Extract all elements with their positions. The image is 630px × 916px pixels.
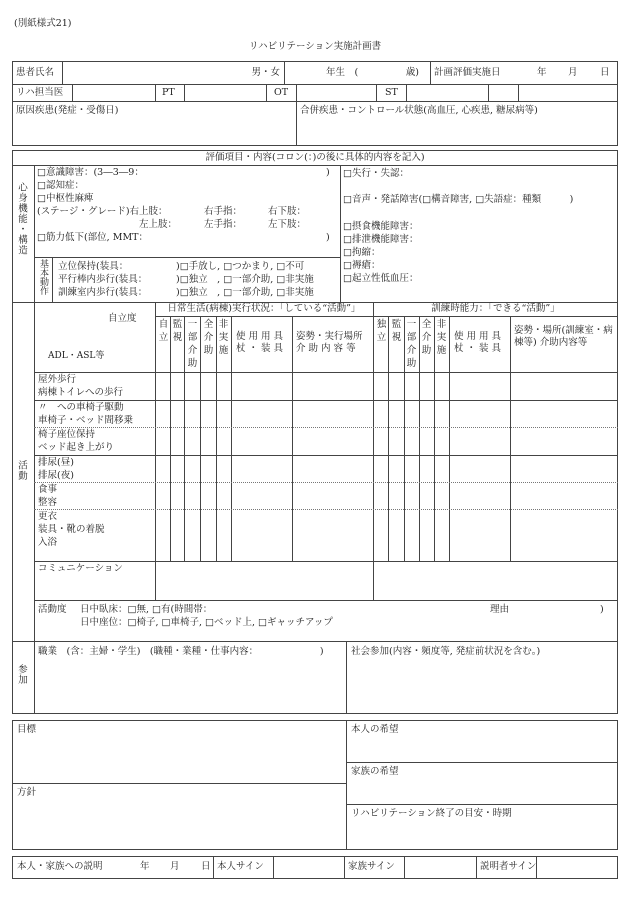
contracture-item[interactable]: □拘縮：	[343, 247, 381, 258]
col-t-independent: 独立	[376, 319, 387, 343]
col-tools: 使 用 用 具 杖 ・ 装 具	[236, 331, 284, 354]
sex-field[interactable]: 男・女	[251, 67, 280, 78]
participation-label: 参加	[16, 664, 27, 685]
explainer-sign-label: 説明者サイン	[480, 861, 537, 872]
doctor-label: リハ担当医	[16, 87, 64, 98]
left-finger: 左手指：	[204, 219, 243, 230]
year-label: 年	[537, 67, 547, 78]
pt-label: PT	[162, 87, 175, 98]
col-t-posture: 姿勢・場所(訓練室・病棟等) 介助内容等	[514, 325, 613, 348]
st-label: ST	[385, 87, 398, 98]
apraxia-item[interactable]: □失行・失認：	[343, 168, 409, 179]
goals-table	[12, 720, 618, 850]
month-label: 月	[568, 67, 578, 78]
col-t-full-assist: 全介助	[421, 319, 432, 356]
daily-header: 日常生活(病棟)実行状況：「している“活動”」	[167, 303, 361, 314]
communication-label: コミュニケーション	[38, 563, 123, 574]
evaluation-header: 評価項目・内容(コロン(：)の後に具体的内容を記入)	[205, 152, 425, 163]
col-t-not-done: 非実施	[436, 319, 447, 356]
hypotension-item[interactable]: □起立性低血圧：	[343, 273, 419, 284]
basic-motion-label: 基本動作	[38, 259, 48, 295]
adl-row-label: 屋外歩行	[38, 374, 77, 385]
col-t-partial-assist: 一部介助	[406, 319, 417, 369]
form-number: (別紙様式21)	[14, 18, 72, 29]
adl-row-label: 排尿(昼)	[38, 457, 74, 468]
col-full-assist: 全介助	[203, 319, 214, 356]
occupation-label: 職業 (含：主婦・学生) (職種・業種・仕事内容： )	[38, 646, 324, 657]
col-t-tools: 使 用 用 具 杖 ・ 装 具	[454, 331, 502, 354]
page-title: リハビリテーション実施計画書	[248, 41, 382, 52]
consciousness-item[interactable]: □意識障害：(3―3―9：	[37, 167, 144, 178]
day-label: 日	[201, 861, 211, 872]
col-independent: 自立	[158, 319, 169, 343]
patient-sign-label: 本人サイン	[217, 861, 264, 872]
bed-rest-options[interactable]: 日中臥床：□無, □有(時間帯：	[80, 604, 213, 615]
paren: )	[326, 167, 330, 178]
standing-options[interactable]: )□手放し, □つかまり, □不可	[176, 261, 305, 272]
sitting-options[interactable]: 日中座位：□椅子, □車椅子, □ベッド上, □ギャッチアップ	[80, 617, 333, 628]
right-lower-limb: 右下肢：	[268, 206, 307, 217]
parallel-bar-options[interactable]: )□独立 , □一部介助, □非実施	[176, 274, 314, 285]
adl-row-label: 食事	[38, 484, 58, 495]
activity-label: 活動	[16, 460, 27, 481]
birth-field[interactable]: 年生 ( 歳)	[326, 67, 419, 78]
dementia-item[interactable]: □認知症：	[37, 180, 84, 191]
family-sign-label: 家族サイン	[348, 861, 395, 872]
month-label: 月	[170, 861, 180, 872]
col-t-supervision: 監視	[391, 319, 402, 343]
room-walk-item: 訓練室内歩行(装具：	[58, 287, 148, 298]
body-function-label: 心身機能・構造	[16, 182, 27, 256]
muscle-weakness-item[interactable]: □筋力低下(部位, MMT：	[37, 232, 149, 243]
adl-row-label: ベッド起き上がり	[38, 442, 115, 453]
room-walk-options[interactable]: )□独立 , □一部介助, □非実施	[176, 287, 314, 298]
adl-row-label: 車椅子・ベッド間移乗	[38, 415, 134, 426]
left-upper-limb: 左上肢：	[139, 219, 178, 230]
adl-row-label: 病棟トイレへの歩行	[38, 387, 124, 398]
cause-label: 原因疾患(発症・受傷日)	[16, 105, 119, 116]
complication-label: 合併疾患・コントロール状態(高血圧, 心疾患, 糖尿病等)	[300, 105, 538, 116]
end-target-label: リハビリテーション終了の目安・時期	[351, 808, 512, 819]
patient-sign-field[interactable]	[274, 857, 343, 878]
training-header: 訓練時能力：「できる“活動”」	[431, 303, 560, 314]
swallow-item[interactable]: □摂食機能障害：	[343, 221, 419, 232]
right-finger: 右手指：	[204, 206, 243, 217]
speech-item[interactable]: □音声・発話障害(□構音障害, □失語症：種類 )	[343, 194, 574, 205]
standing-item: 立位保持(装具：	[58, 261, 129, 272]
col-posture: 姿勢・実行場所 介 助 内 容 等	[296, 331, 363, 354]
excretion-item[interactable]: □排泄機能障害：	[343, 234, 419, 245]
patient-wish-label: 本人の希望	[351, 724, 399, 735]
adl-row-label: 入浴	[38, 537, 58, 548]
activity-level-label: 活動度	[38, 604, 67, 615]
left-lower-limb: 左下肢：	[268, 219, 307, 230]
adl-row-label: 整容	[38, 497, 58, 508]
day-label: 日	[600, 67, 610, 78]
adl-row-label: 装具・靴の着脱	[38, 524, 105, 535]
paren: )	[600, 604, 604, 615]
explainer-sign-field[interactable]	[537, 857, 617, 878]
explanation-label: 本人・家族への説明	[17, 861, 103, 872]
col-supervision: 監視	[172, 319, 183, 343]
adl-label: ADL・ASL等	[48, 351, 105, 361]
paralysis-item[interactable]: □中枢性麻痺	[37, 193, 94, 204]
ot-label: OT	[274, 87, 289, 98]
col-not-done: 非実施	[218, 319, 229, 356]
goal-label: 目標	[17, 724, 37, 735]
bedsore-item[interactable]: □褥瘡：	[343, 260, 381, 271]
adl-row-label: 更衣	[38, 511, 58, 522]
col-partial-assist: 一部介助	[187, 319, 198, 369]
policy-label: 方針	[17, 787, 37, 798]
plan-date-label: 計画評価実施日	[434, 67, 501, 78]
parallel-bar-item: 平行棒内歩行(装具：	[58, 274, 148, 285]
paren: )	[326, 232, 330, 243]
reason-label: 理由	[490, 604, 510, 615]
social-participation-label: 社会参加(内容・頻度等, 発症前状況を含む。)	[351, 646, 541, 657]
year-label: 年	[140, 861, 150, 872]
patient-name-label: 患者氏名	[16, 67, 55, 78]
independence-label: 自立度	[108, 313, 137, 324]
family-wish-label: 家族の希望	[351, 766, 399, 777]
adl-row-label: 椅子座位保持	[38, 429, 96, 440]
adl-row-label: 排尿(夜)	[38, 470, 74, 481]
right-upper-limb: (ステージ・グレード)右上肢：	[37, 206, 168, 217]
family-sign-field[interactable]	[405, 857, 475, 878]
adl-row-label: 〃 への車椅子駆動	[38, 402, 124, 413]
